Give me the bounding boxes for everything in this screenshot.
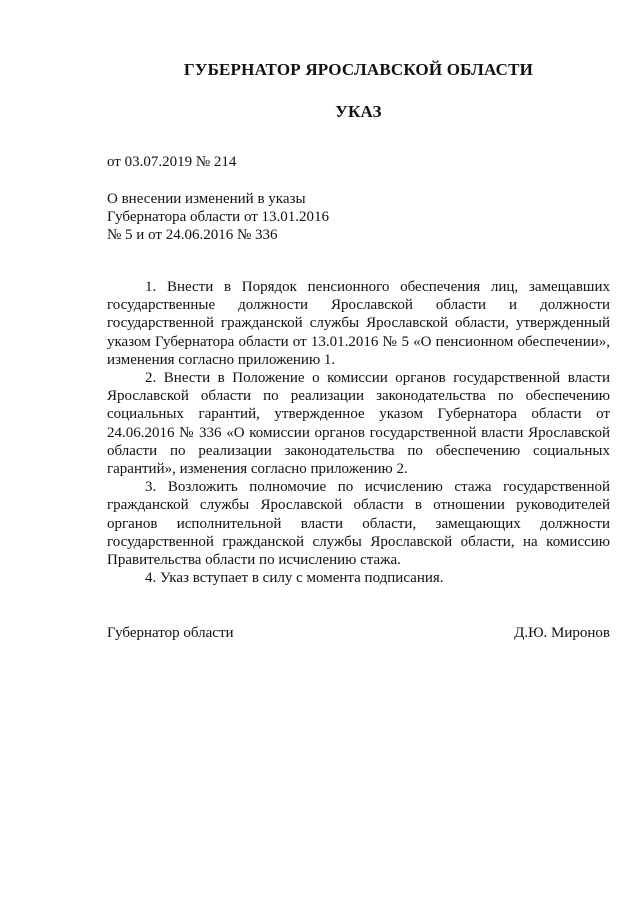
body-paragraph-2: 2. Внести в Положение о комиссии органов государственной власти Ярославской области по реализации законодательства по обеспечению социальных гарантий, утвержденное указом Губернатора области от 24.06.2016 № 336 «О комиссии органов государственной власти Ярославской области по реализации законодательства по обеспечению социальных гарантий», изменения согласно приложению 2.: [107, 370, 610, 478]
signatory-name: Д.Ю. Миронов: [514, 625, 610, 641]
document-subject: [107, 190, 407, 244]
date-and-number: от 03.07.2019 № 214: [107, 154, 237, 170]
subject-line: Губернатора области от 13.01.2016: [107, 209, 330, 225]
body-paragraph-1: 1. Внести в Порядок пенсионного обеспечения лиц, замещавших государственные должности Ярославской области и должности государственной гражданской службы Ярославской области, утвержденный указом Губернатора области от 13.01.2016 № 5 «О пенсионном обеспечении», изменения согласно приложению 1.: [107, 279, 610, 368]
document-body: [107, 278, 610, 587]
body-paragraph-3: 3. Возложить полномочие по исчислению стажа государственной гражданской службы Ярославской области в отношении руководителей органов исполнительной власти области, замещающих должности государственной гражданской службы Ярославской области, на комиссию Правительства области по исчислению стажа.: [107, 479, 610, 569]
subject-line: О внесении изменений в указы: [107, 191, 306, 207]
document-type-title: УКАЗ: [335, 102, 382, 121]
body-paragraph-4: 4. Указ вступает в силу с момента подписания.: [145, 570, 444, 587]
signatory-position: Губернатор области: [107, 625, 234, 641]
signature-block: [107, 625, 610, 642]
issuing-authority: ГУБЕРНАТОР ЯРОСЛАВСКОЙ ОБЛАСТИ: [183, 60, 534, 79]
subject-line: № 5 и от 24.06.2016 № 336: [107, 227, 278, 243]
